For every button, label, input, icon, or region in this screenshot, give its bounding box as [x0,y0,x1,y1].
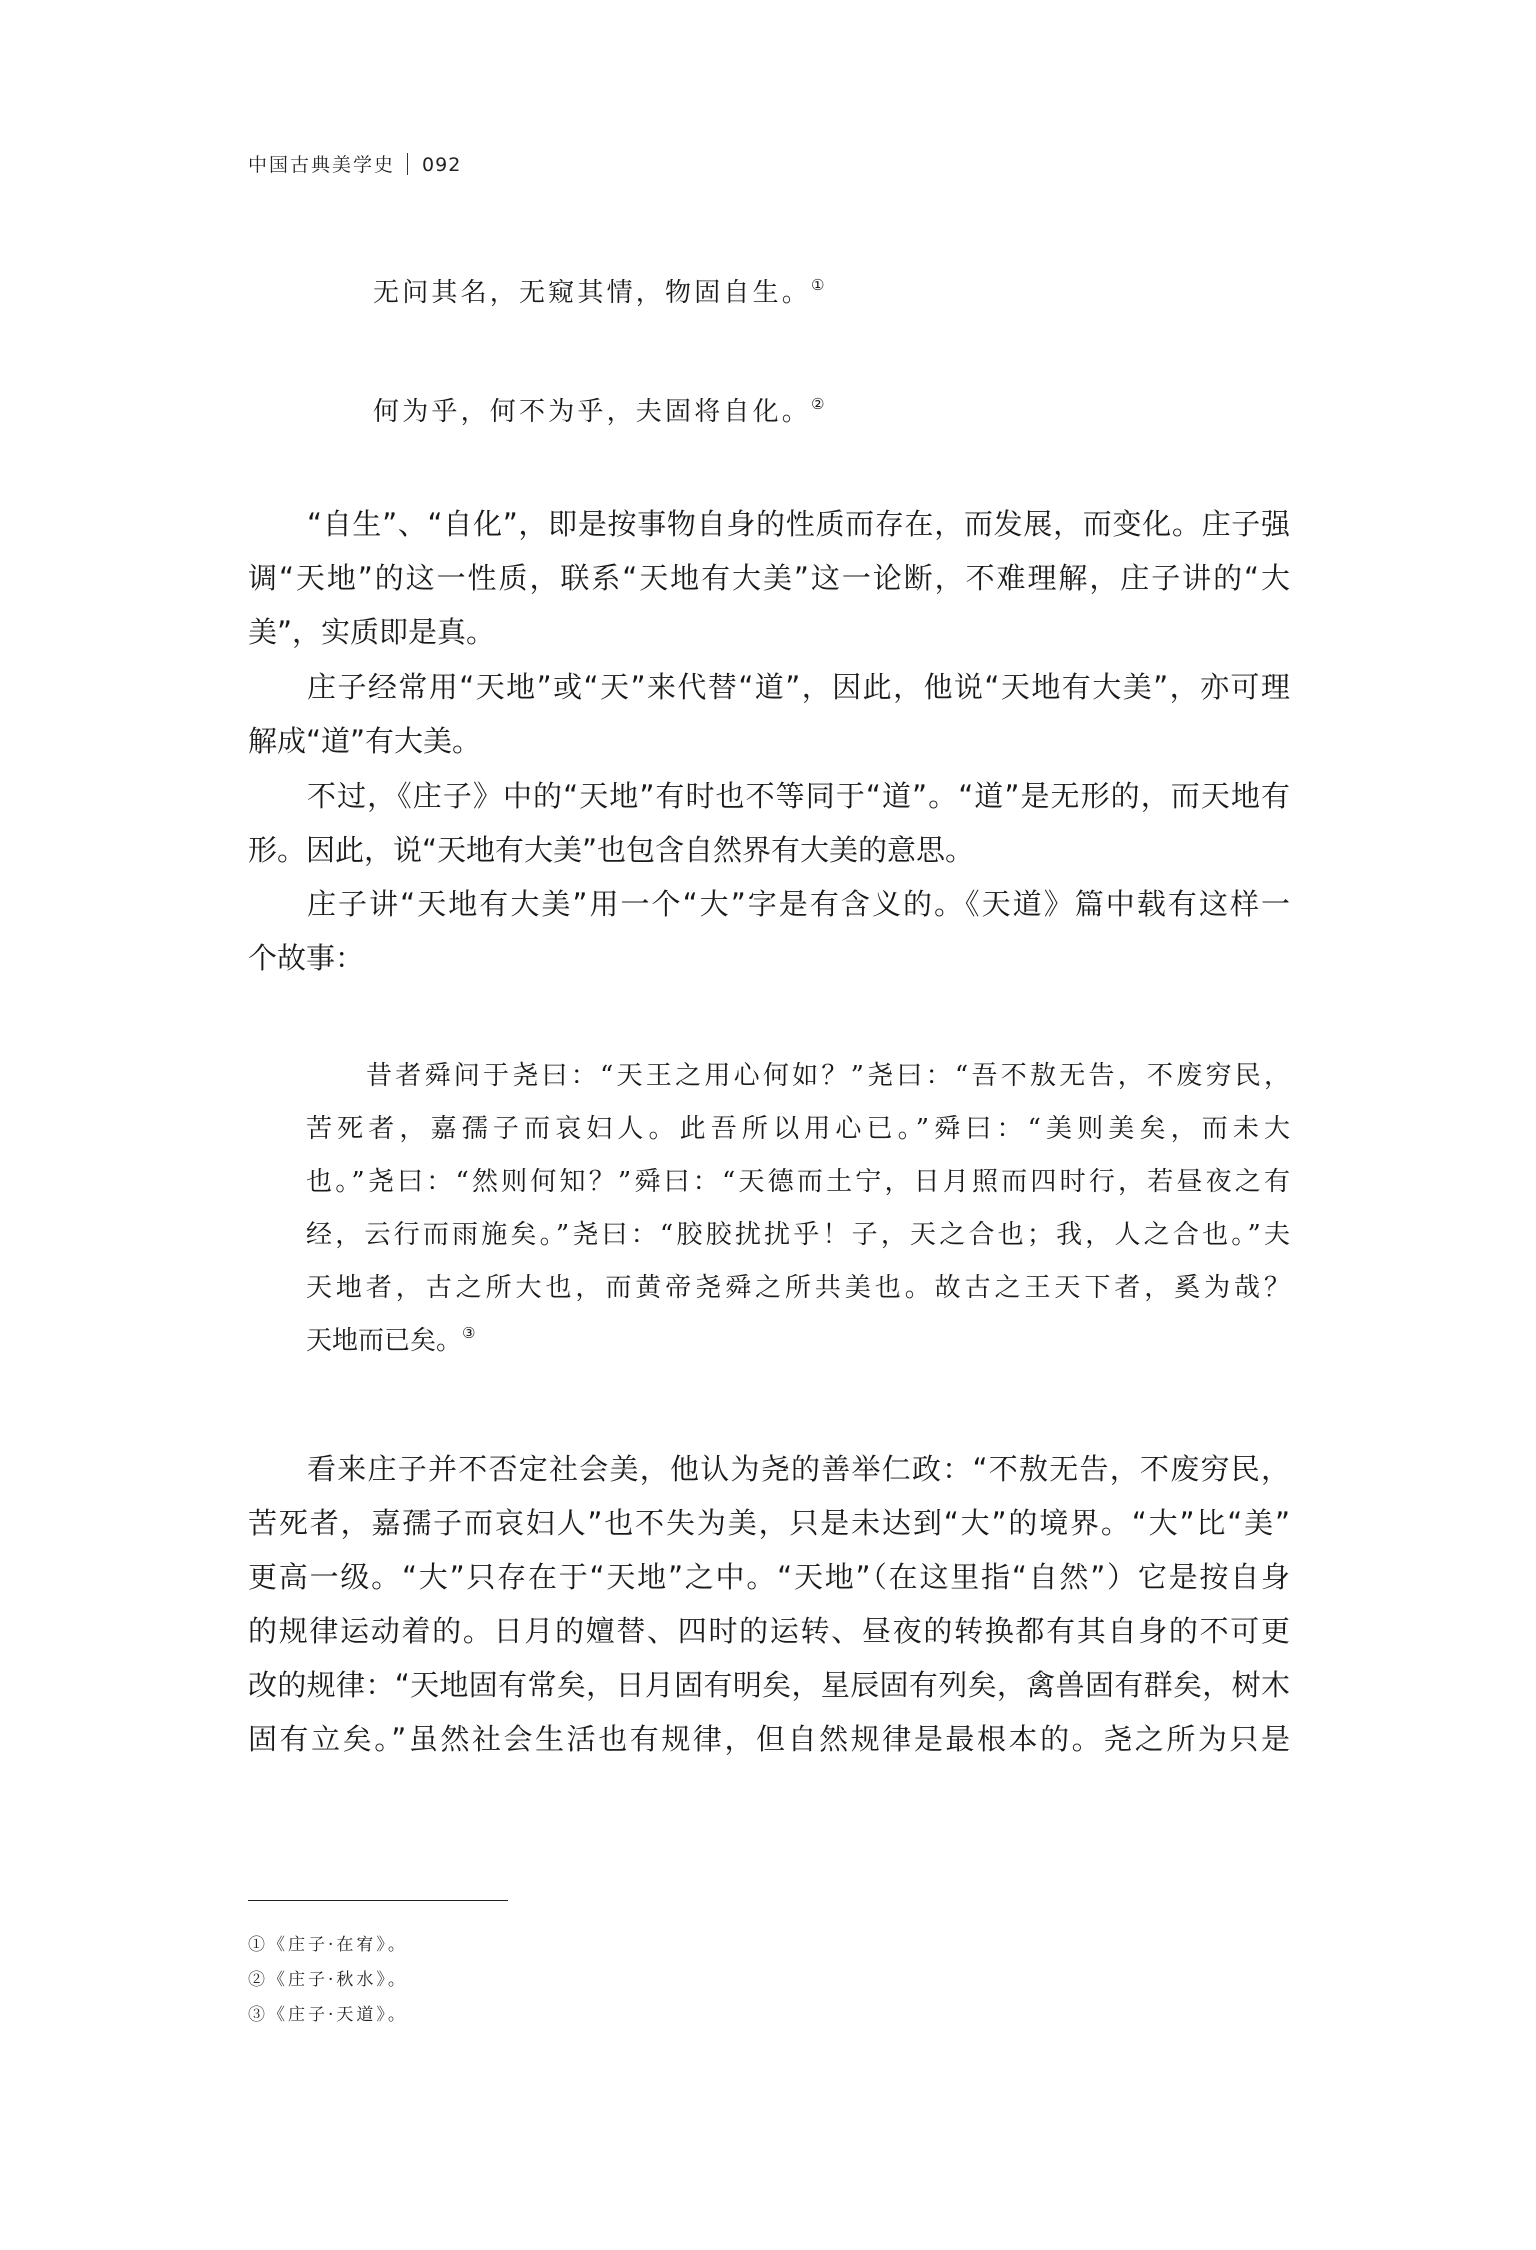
verse-quote-1 [373,272,824,309]
paragraph-line: 个故事： [248,941,365,975]
paragraph-line: 改的规律：“天地固有常矣，日月固有明矣，星辰固有列矣，禽兽固有群矣，树木 [248,1668,1290,1702]
block-quote-line: 昔者舜问于尧曰：“天王之用心何如？”尧曰：“吾不敖无告，不废穷民， [366,1061,1290,1091]
header-divider [407,153,408,175]
footnote: ③《庄子·天道》。 [248,2005,408,2025]
paragraph-line: “自生”、“自化”，即是按事物自身的性质而存在，而发展，而变化。庄子强 [307,507,1290,541]
paragraph-line: 调“天地”的这一性质，联系“天地有大美”这一论断，不难理解，庄子讲的“大 [248,561,1290,595]
paragraph-line: 庄子经常用“天地”或“天”来代替“道”，因此，他说“天地有大美”，亦可理 [307,670,1290,704]
footnote: ①《庄子·在宥》。 [248,1935,408,1955]
footnote-marker: ① [811,276,825,294]
running-header [248,150,461,177]
footnote: ②《庄子·秋水》。 [248,1970,408,1990]
block-quote-line: 苦死者，嘉孺子而哀妇人。此吾所以用心已。”舜曰：“美则美矣，而未大 [306,1114,1290,1144]
verse-quote-2 [373,391,824,428]
footnote-divider [248,1900,508,1901]
paragraph-line: 庄子讲“天地有大美”用一个“大”字是有含义的。《天道》篇中载有这样一 [307,887,1290,921]
paragraph-line: 苦死者，嘉孺子而哀妇人”也不失为美，只是未达到“大”的境界。“大”比“美” [248,1506,1290,1540]
paragraph-line: 固有立矣。”虽然社会生活也有规律，但自然规律是最根本的。尧之所为只是 [248,1722,1290,1756]
verse-text: 何为乎，何不为乎，夫固将自化。 [373,397,812,427]
paragraph-line: 更高一级。“大”只存在于“天地”之中。“天地”（在这里指“自然”）它是按自身 [248,1560,1290,1594]
block-quote-line: 经，云行而雨施矣。”尧曰：“胶胶扰扰乎！子，天之合也；我，人之合也。”夫 [306,1220,1290,1250]
paragraph-line: 的规律运动着的。日月的嬗替、四时的运转、昼夜的转换都有其自身的不可更 [248,1614,1290,1648]
paragraph-line: 解成“道”有大美。 [248,724,482,758]
footnote-marker: ② [811,395,825,413]
footnote-marker: ③ [462,1324,476,1342]
paragraph-line: 美”，实质即是真。 [248,615,496,649]
book-title: 中国古典美学史 [248,154,396,176]
block-quote-line: 天地者，古之所大也，而黄帝尧舜之所共美也。故古之王天下者，奚为哉？ [306,1273,1290,1303]
block-quote-last-line [306,1320,1290,1357]
block-quote-line: 也。”尧曰：“然则何知？”舜曰：“天德而土宁，日月照而四时行，若昼夜之有 [306,1167,1290,1197]
page-number: 092 [422,154,462,176]
paragraph-line: 看来庄子并不否定社会美，他认为尧的善举仁政：“不敖无告，不废穷民， [307,1452,1290,1486]
verse-text: 无问其名，无窥其情，物固自生。 [373,278,812,308]
block-quote-line: 天地而已矣。 [306,1326,463,1356]
paragraph-line: 不过，《庄子》中的“天地”有时也不等同于“道”。“道”是无形的，而天地有 [307,779,1290,813]
paragraph-line: 形。因此，说“天地有大美”也包含自然界有大美的意思。 [248,833,975,867]
